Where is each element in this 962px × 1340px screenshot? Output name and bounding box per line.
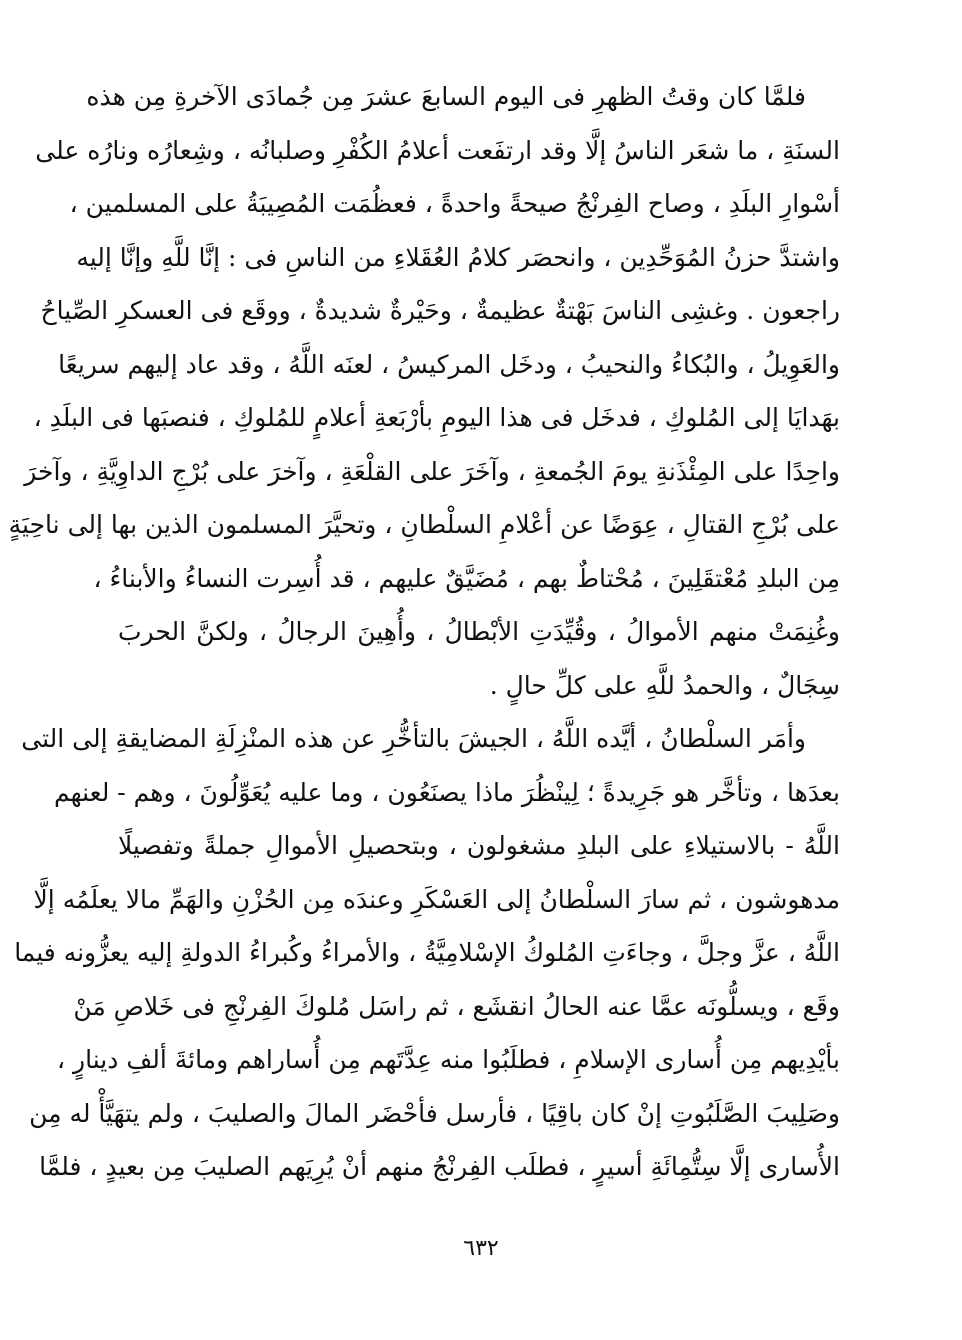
text-line: مدهوشون ، ثم سارَ السلْطانُ إلى العَسْكَرِ وعندَه مِن الحُزْنِ والهَمِّ مالا يعلَمُه إلَّا	[33, 884, 840, 914]
text-line: وصَلِيبَ الصَّلَبُوتِ إنْ كان باقِيًا ، فأرسل فأحْضَر المالَ والصليبَ ، ولم يتهَيَّأْ له مِن	[29, 1098, 840, 1128]
text-line: وأمَر السلْطانُ ، أيَّده اللَّهُ ، الجيشَ بالتأخُّرِ عن هذه المنْزِلَةِ المضايقةِ إلى التى	[21, 724, 806, 753]
text-line: واشتدَّ حزنُ المُوَحِّدِين ، وانحصَر كلامُ العُقَلاءِ من الناسِ فى : إنَّا للَّهِ وإنَّا إليه	[76, 242, 840, 272]
text-line: واحِدًا على المِئْذَنةِ يومَ الجُمعةِ ، وآخَرَ على القلْعَةِ ، وآخرَ على بُرْجِ الداوِيَّةِ ، وآخرَ	[24, 456, 840, 486]
text-line: وقَع ، ويسلُّونَه عمَّا عنه الحالُ انقشَع ، ثم راسَل مُلوكَ الفِرنْجِ فى خَلاصِ مَنْ	[73, 991, 840, 1021]
text-line: والعَوِيلُ ، والبُكاءُ والنحيبُ ، ودخَل المركيسُ ، لعنَه اللَّهُ ، وقد عاد إليهم سريعًا	[58, 349, 840, 379]
text-line: فلمَّا كان وقتُ الظهرِ فى اليوم السابعَ عشرَ مِن جُمادَى الآخرةِ مِن هذه	[86, 82, 806, 111]
text-line: بأيْدِيهم مِن أُسارى الإسلامِ ، فطلَبُوا منه عِدَّتَهم مِن أُساراهم ومائةَ ألفِ دينارٍ ،	[57, 1045, 840, 1074]
paragraph-1	[8, 70, 840, 712]
text-line: الأُسارى إلَّا سِتُّمِائَةِ أسيرٍ ، فطلَب الفِرنْجُ منهم أنْ يُرِيَهم الصليبَ مِن بعيدٍ ، فلمَّا	[39, 1152, 840, 1181]
text-line: بهَدايَا إلى المُلوكِ ، فدخَل فى هذا اليومِ بأرْبَعةِ أعلامٍ للمُلوكِ ، فنصبَها فى البلَدِ ،	[33, 403, 840, 432]
text-line: بعدَها ، وتأخَّر هو جَرِيدةً ؛ لِينْظُرَ ماذا يصنَعُون ، وما عليه يُعَوِّلُونَ ، وهم - لعنهم	[53, 777, 840, 807]
text-line: وغُنِمَتْ منهم الأموالُ ، وقُيِّدَتِ الأبْطالُ ، وأُهِينَ الرجالُ ، ولكنَّ الحربَ	[118, 617, 840, 646]
page-number: ٦٣٢	[463, 1236, 499, 1261]
text-line: أسْوارِ البلَدِ ، وصاح الفِرنْجُ صيحةً واحدةً ، فعظُمَت المُصِيبَةُ على المسلمين ،	[69, 189, 840, 218]
text-line: السنَةِ ، ما شعَر الناسُ إلَّا وقد ارتفَعت أعلامُ الكُفْرِ وصلبانُه ، وشِعارُه ونارُه على	[35, 135, 840, 165]
text-line: مِن البلدِ مُعْتقَلِينَ ، مُحْتاطٌ بهم ، مُضَيَّقٌ عليهم ، قد أُسِرت النساءُ والأبناءُ ،	[93, 563, 840, 593]
text-line: راجعون . وغشِى الناسَ بَهْتةٌ عظيمةٌ ، وحَيْرةٌ شديدةٌ ، ووقَع فى العسكرِ الصِّياحُ	[40, 296, 840, 325]
text-line: سِجَالٌ ، والحمدُ للَّهِ على كلِّ حالٍ .	[489, 670, 840, 700]
text-line: اللَّهُ ، عزَّ وجلَّ ، وجاءَتِ المُلوكُ الإسْلامِيَّةُ ، والأمراءُ وكُبراءُ الدولةِ إليه يعزُّونه فيما	[14, 938, 840, 967]
paragraph-2	[14, 712, 840, 1194]
text-line: على بُرْجِ القتالِ ، عِوَضًا عن أعْلامِ السلْطانِ ، وتحيَّرَ المسلمون الذين بها إلى ناحِيَةٍ	[8, 510, 840, 539]
text-line: اللَّهُ - بالاستيلاءِ على البلدِ مشغولون ، وبتحصيلِ الأموالِ جملةً وتفصيلًا	[118, 831, 840, 860]
